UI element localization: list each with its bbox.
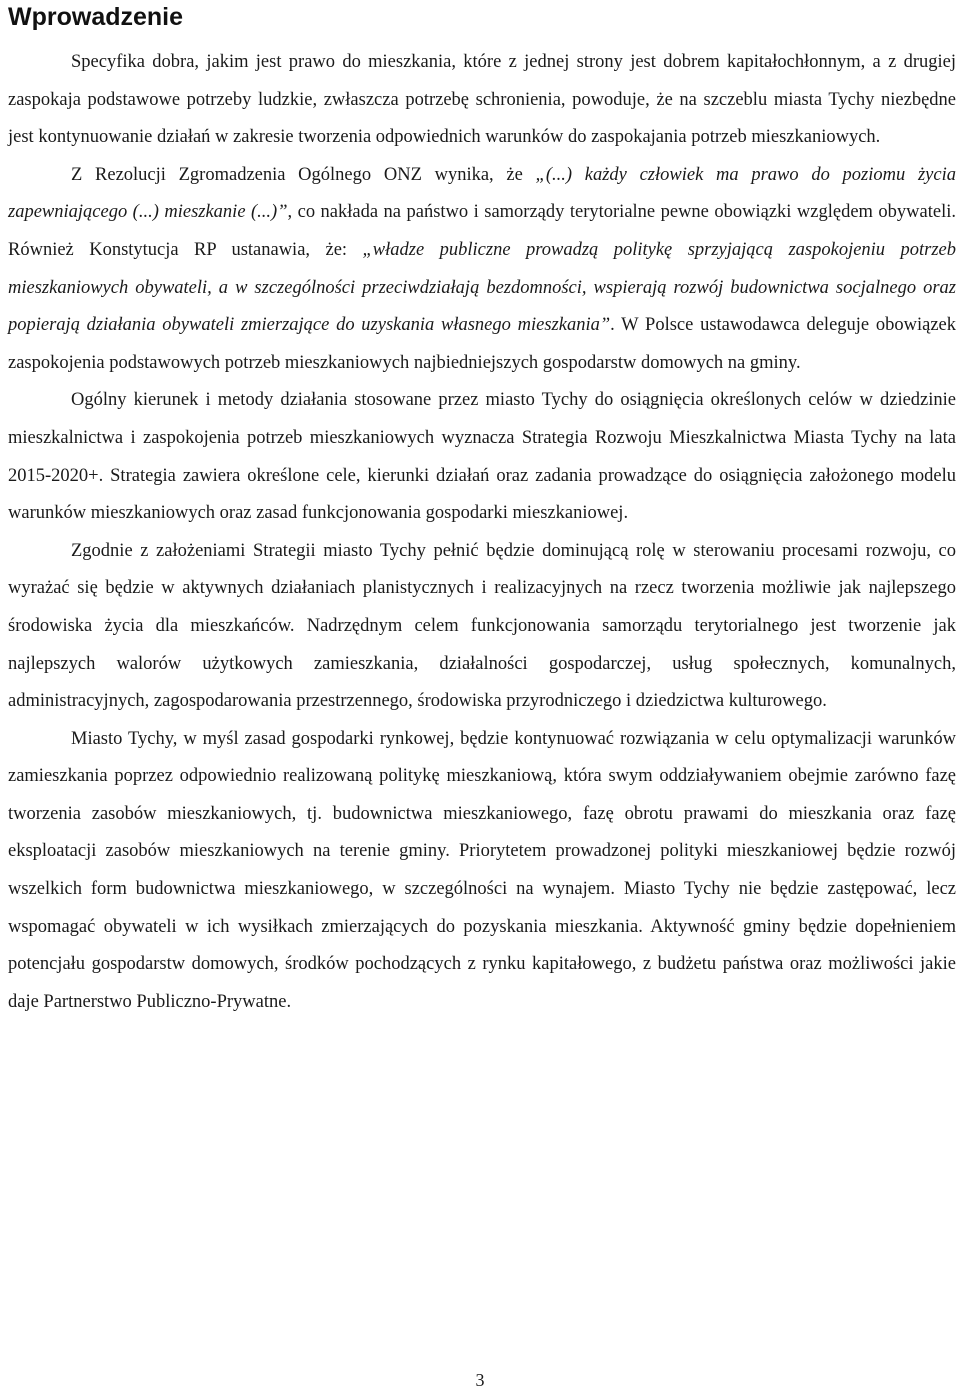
document-page <box>8 0 956 1021</box>
paragraph-5 <box>8 721 956 1022</box>
page-number: 3 <box>475 1370 485 1390</box>
quote-constitution: „władze publiczne prowadzą politykę sprzyjającą zaspokojeniu potrzeb mieszkaniowych obywateli, a w szczególności przeciwdziałają bezdomności, wspierają rozwój budownictwa socjalnego oraz popierają działania obywateli zmierzające do uzyskania własnego mieszkania” <box>8 239 957 336</box>
paragraph-text: . W Polsce ustawodawca deleguje obowiązek zaspokojenia podstawowych potrzeb mieszkaniowych najbiedniejszych gospodarstw domowych na gminy. <box>8 315 957 373</box>
paragraph-text: Z Rezolucji Zgromadzenia Ogólnego ONZ wynika, że <box>71 164 536 185</box>
paragraph-3 <box>8 382 956 532</box>
paragraph-text: Specyfika dobra, jakim jest prawo do mieszkania, które z jednej strony jest dobrem kapitałochłonnym, a z drugiej zaspokaja podstawowe potrzeby ludzkie, zwłaszcza potrzebę schronienia, powoduje, że na szczeblu miasta Tychy niezbędne jest kontynuowanie działań w zakresie tworzenia odpowiednich warunków do zaspokajania potrzeb mieszkaniowych. <box>8 52 956 148</box>
section-heading: Wprowadzenie <box>8 3 184 31</box>
paragraph-text: Ogólny kierunek i metody działania stosowane przez miasto Tychy do osiągnięcia określonych celów w dziedzinie mieszkalnictwa i zaspokojenia potrzeb mieszkaniowych wyznacza Strategia Rozwoju Mieszkalnictwa Miasta Tychy na lata 2015-2020+. Strategia zawiera określone cele, kierunki działań oraz zadania prowadzące do osiągnięcia założonego modelu warunków mieszkaniowych oraz zasad funkcjonowania gospodarki mieszkaniowej. <box>8 390 956 524</box>
paragraph-2 <box>8 157 956 383</box>
paragraph-text: Zgodnie z założeniami Strategii miasto Tychy pełnić będzie dominującą rolę w sterowaniu procesami rozwoju, co wyrażać się będzie w aktywnych działaniach planistycznych i realizacyjnych na rzecz tworzenia możliwie jak najlepszego środowiska życia dla mieszkańców. Nadrzędnym celem funkcjonowania samorządu terytorialnego jest tworzenie jak najlepszych walorów użytkowych zamieszkania, działalności gospodarczej, usług społecznych, komunalnych, administracyjnych, zagospodarowania przestrzennego, środowiska przyrodniczego i dziedzictwa kulturowego. <box>8 540 956 712</box>
paragraph-text: , co nakłada na państwo i samorządy terytorialne pewne obowiązki względem obywateli. Również Konstytucja RP ustanawia, że: <box>8 202 956 260</box>
paragraph-text: Miasto Tychy, w myśl zasad gospodarki rynkowej, będzie kontynuować rozwiązania w celu optymalizacji warunków zamieszkania poprzez odpowiednio realizowaną politykę mieszkaniową, która swym oddziaływaniem obejmie zarówno fazę tworzenia zasobów mieszkaniowych, tj. budownictwa mieszkaniowego, fazę obrotu prawami do mieszkania oraz fazę eksploatacji zasobów mieszkaniowych na terenie gminy. Priorytetem prowadzonej polityki mieszkaniowej będzie rozwój wszelkich form budownictwa mieszkaniowego, w szczególności na wynajem. Miasto Tychy nie będzie zastępować, lecz wspomagać obywateli w ich wysiłkach zmierzających do pozyskania mieszkania. Aktywność gminy będzie dopełnieniem potencjału gospodarstw domowych, środków pochodzących z rynku kapitałowego, z budżetu państwa oraz możliwości jakie daje Partnerstwo Publiczno-Prywatne. <box>8 728 956 1012</box>
paragraph-4 <box>8 533 956 721</box>
quote-un-resolution: „(...) każdy człowiek ma prawo do poziomu życia zapewniającego (...) mieszkanie (...)” <box>8 164 956 223</box>
paragraph-1 <box>8 44 956 157</box>
